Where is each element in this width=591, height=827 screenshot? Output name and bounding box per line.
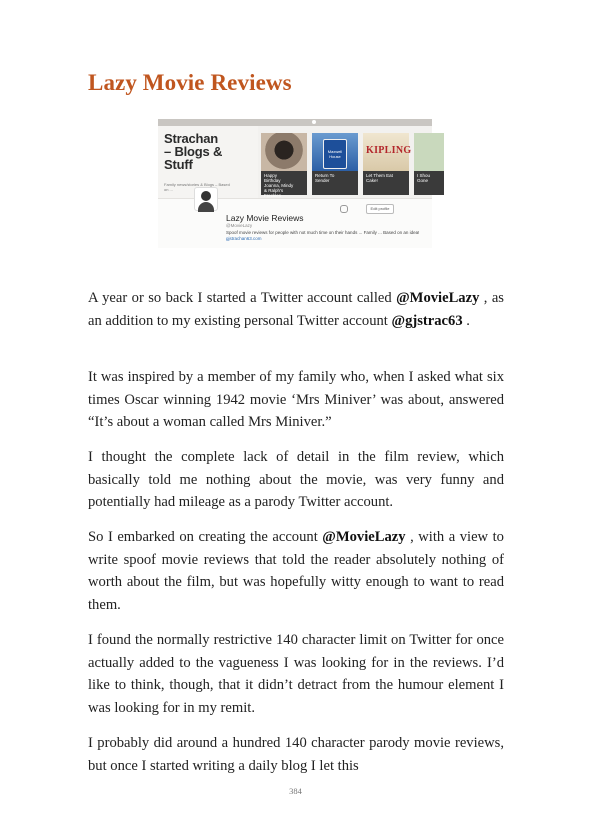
paragraph-text: , as an addition to my existing personal Twitter account — [88, 290, 504, 329]
post-caption: I Shou Gone — [414, 171, 444, 195]
post-thumbnail — [363, 133, 412, 171]
gear-icon — [340, 205, 348, 213]
blog-subtitle: Family news/stories & Blogs – Based on ... — [164, 182, 230, 192]
profile-link: gjstrachan63.com — [226, 236, 262, 241]
post-caption: Return To Sender — [312, 171, 358, 195]
page-number: 384 — [289, 786, 302, 796]
post-caption: Happy Birthday Joanna, Mindy & Ralph's Freckles — [261, 171, 307, 195]
post-thumbnail — [261, 133, 307, 171]
profile-bio-text: Spoof movie reviews for people with not much time on their hands ... Family ... Based on an idea! — [226, 230, 420, 235]
paragraph-text: . — [462, 312, 470, 329]
post-thumbnail — [312, 133, 358, 171]
paragraph-6: I probably did around a hundred 140 character parody movie reviews, but once I started writing a daily blog I let this — [88, 735, 504, 774]
profile-name: Lazy Movie Reviews — [226, 213, 304, 223]
edit-profile-button: Edit profile — [366, 204, 394, 214]
post-caption: Let Them Eat Cake! — [363, 171, 409, 195]
profile-bar — [158, 198, 432, 248]
paragraph-text: So I embarked on creating the account — [88, 529, 323, 545]
paragraph-text: , with a view to write spoof movie reviews that told the reader absolutely nothing of worth about the film, but was hopefully witty enough to want to read them. — [88, 529, 504, 613]
blog-post-tile — [363, 133, 412, 195]
paragraph-3: I thought the complete lack of detail in the film review, which basically told me nothing about the movie, was very funny and potentially had mileage as a parody Twitter account. — [88, 449, 504, 510]
twitter-profile-screenshot — [158, 119, 432, 247]
post-thumbnail — [414, 133, 444, 171]
paragraph-5: I found the normally restrictive 140 character limit on Twitter for once actually added to the vagueness I was looking for in the reviews. I’d like to think, though, that it didn’t detract from the humour element I was looking for in my remit. — [88, 632, 504, 716]
screenshot-top-bar — [158, 119, 432, 126]
blog-post-tile — [312, 133, 358, 195]
movielazy-handle: @MovieLazy — [396, 290, 480, 306]
avatar — [194, 187, 218, 211]
blog-post-tile — [414, 133, 444, 195]
gjstrac63-handle: @gjstrac63 — [391, 312, 463, 329]
movielazy-handle: @MovieLazy — [322, 529, 406, 545]
kipling-label: KIPLING — [366, 145, 412, 156]
profile-handle: @MovieLazy — [226, 223, 253, 228]
blog-name: Strachan – Blogs & Stuff — [164, 131, 223, 172]
paragraph-4 — [88, 526, 504, 616]
coffee-can-label: Maxwell House — [323, 139, 347, 169]
paragraph-1 — [88, 287, 504, 332]
paragraph-text: A year or so back I started a Twitter account called — [88, 290, 397, 306]
slider-dot-icon — [312, 120, 316, 124]
paragraph-2: It was inspired by a member of my family who, when I asked what six times Oscar winning 1942 movie ‘Mrs Miniver’ was about, answered “It’s about a woman called Mrs Miniver.” — [88, 369, 504, 430]
profile-bio — [226, 230, 422, 242]
blog-post-tile — [261, 133, 307, 198]
page-title: Lazy Movie Reviews — [88, 70, 292, 95]
